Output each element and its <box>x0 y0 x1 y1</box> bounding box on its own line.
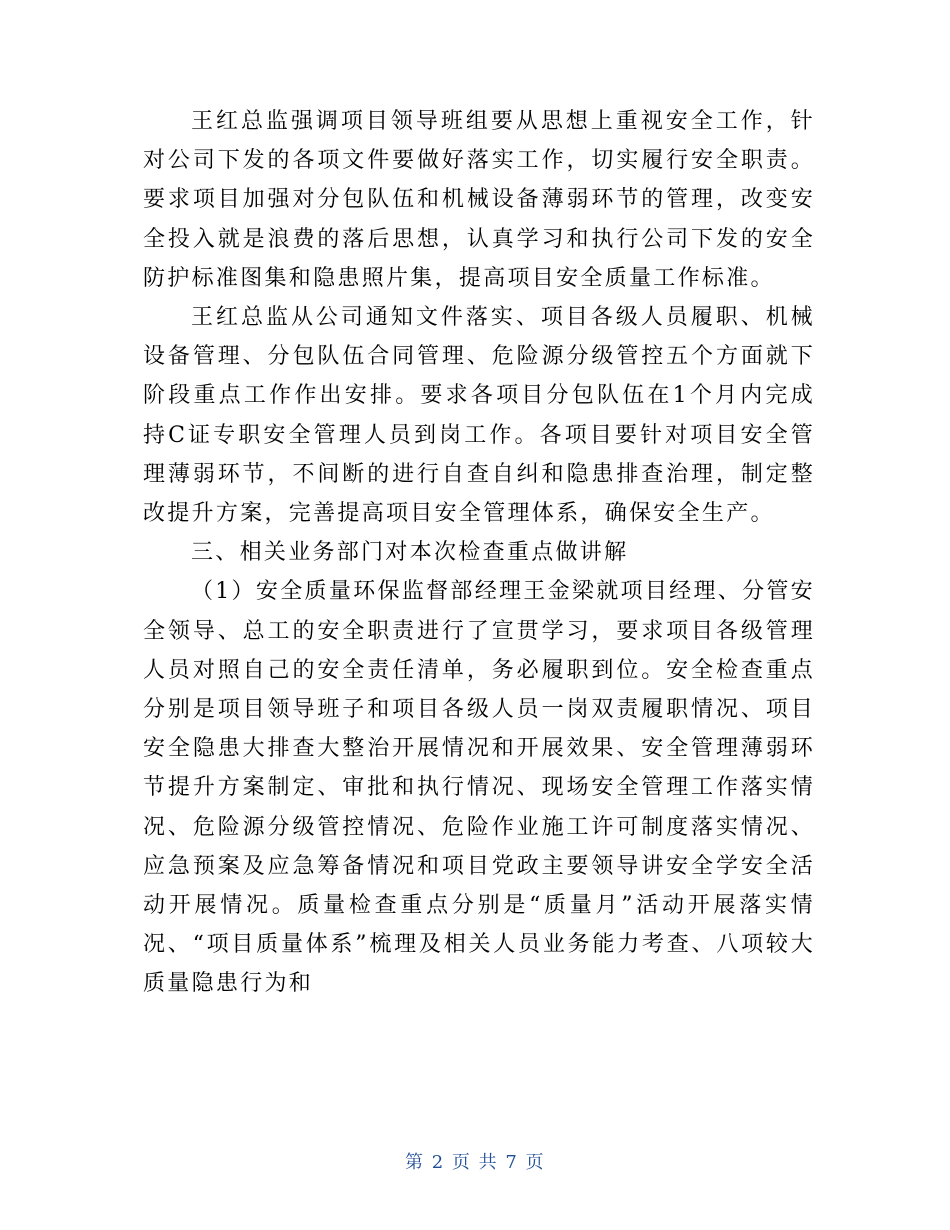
paragraph-supervisor-emphasis: 王红总监强调项目领导班组要从思想上重视安全工作，针对公司下发的各项文件要做好落实工作，切实履行安全职责。要求项目加强对分包队伍和机械设备薄弱环节的管理，改变安全投入就是浪费的落后思想，认真学习和执行公司下发的安全防护标准图集和隐患照片集，提高项目安全质量工作标准。 <box>143 109 815 291</box>
document-body <box>143 102 815 1004</box>
section-heading-inspection-focus: 三、相关业务部门对本次检查重点做讲解 <box>191 540 629 566</box>
paragraph-next-stage-arrangement: 王红总监从公司通知文件落实、项目各级人员履职、机械设备管理、分包队伍合同管理、危险源分级管控五个方面就下阶段重点工作作出安排。要求各项目分包队伍在1个月内完成持C证专职安全管理人员到岗工作。各项目要针对项目安全管理薄弱环节，不间断的进行自查自纠和隐患排查治理，制定整改提升方案，完善提高项目安全管理体系，确保安全生产。 <box>143 305 815 527</box>
paragraph-safety-quality-inspection: （1）安全质量环保监督部经理王金梁就项目经理、分管安全领导、总工的安全职责进行了宣贯学习，要求项目各级管理人员对照自己的安全责任清单，务必履职到位。安全检查重点分别是项目领导班子和项目各级人员一岗双责履职情况、项目安全隐患大排查大整治开展情况和开展效果、安全管理薄弱环节提升方案制定、审批和执行情况、现场安全管理工作落实情况、危险源分级管控情况、危险作业施工许可制度落实情况、应急预案及应急筹备情况和项目党政主要领导讲安全学安全活动开展情况。质量检查重点分别是“质量月”活动开展落实情况、“项目质量体系”梳理及相关人员业务能力考查、八项较大质量隐患行为和 <box>143 579 815 997</box>
page-number-footer: 第 2 页 共 7 页 <box>404 1152 545 1173</box>
